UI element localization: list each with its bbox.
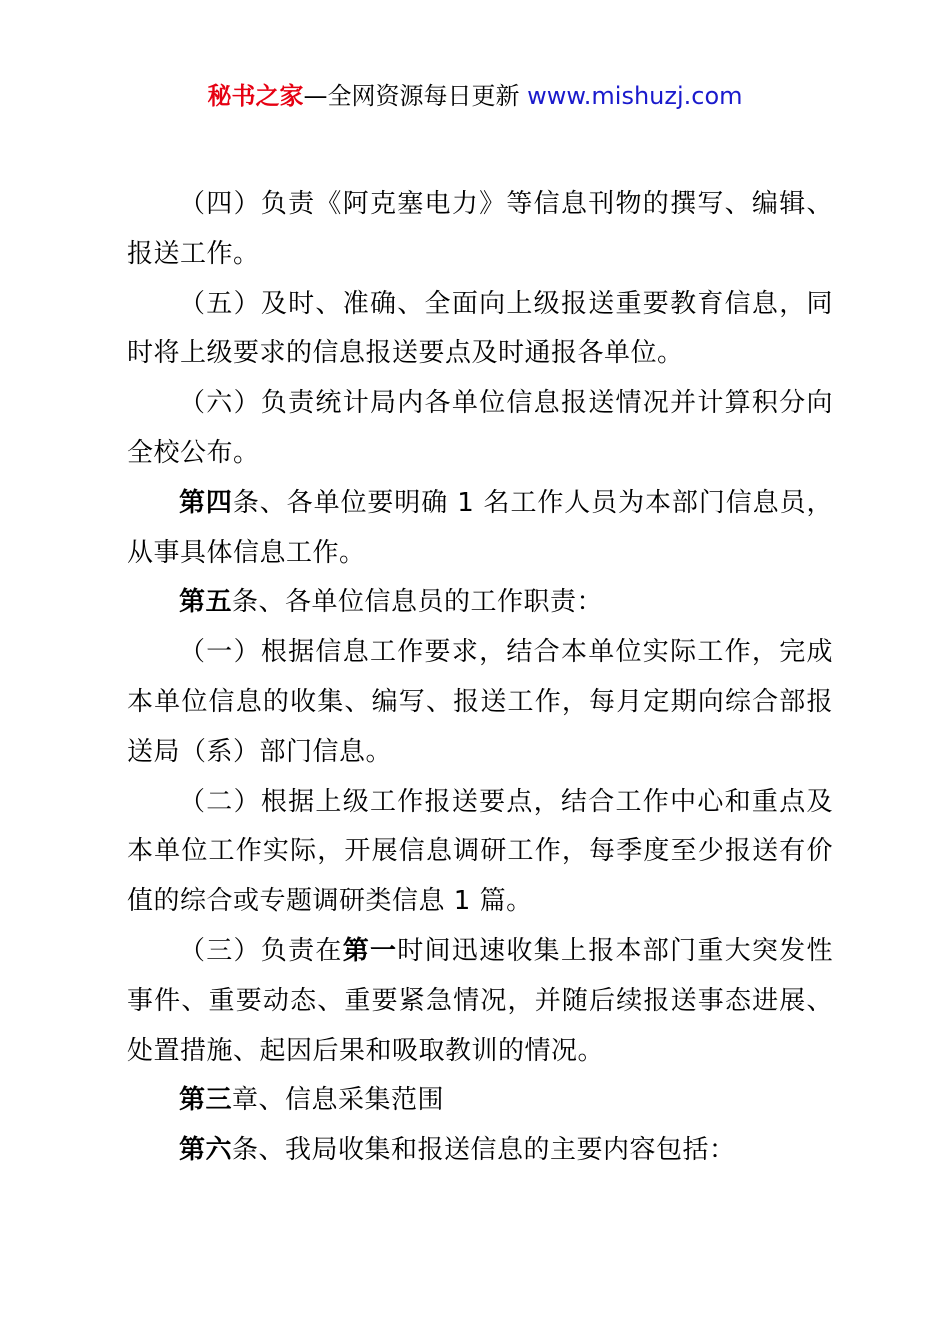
header-tagline: —全网资源每日更新 xyxy=(303,82,520,110)
paragraph-1 xyxy=(127,180,833,280)
paragraph-text: 时间迅速收集上报本部门重大突发性事件、重要动态、重要紧急情况，并随后续报送事态进展、处置措施、起因后果和吸取教训的情况。 xyxy=(127,935,833,1066)
article-5 xyxy=(127,578,833,628)
paragraph-text: （四）负责《阿克塞电力》等信息刊物的撰写、编辑、报送工作。 xyxy=(127,189,833,269)
paragraph-text: 条、各单位要明确 1 名工作人员为本部门信息员，从事具体信息工作。 xyxy=(127,487,833,568)
paragraph-text: （六）负责统计局内各单位信息报送情况并计算积分向全校公布。 xyxy=(127,388,833,468)
paragraph-2 xyxy=(127,280,833,380)
paragraph-text: （一）根据信息工作要求，结合本单位实际工作，完成本单位信息的收集、编写、报送工作，每月定期向综合部报送局（系）部门信息。 xyxy=(127,637,833,767)
article-4 xyxy=(127,479,833,579)
paragraph-text: 条、各单位信息员的工作职责： xyxy=(232,587,604,618)
article-6 xyxy=(127,1126,833,1176)
paragraph-text: （二）根据上级工作报送要点，结合工作中心和重点及本单位工作实际，开展信息调研工作，每季度至少报送有价值的综合或专题调研类信息 1 篇。 xyxy=(127,786,833,917)
paragraph-text: （五）及时、准确、全面向上级报送重要教育信息，同时将上级要求的信息报送要点及时通报各单位。 xyxy=(127,288,833,369)
article-number: 第六 xyxy=(179,1135,233,1166)
site-header xyxy=(0,80,950,112)
paragraph-text: 条、我局收集和报送信息的主要内容包括： xyxy=(232,1135,736,1166)
emphasis-text: 第一 xyxy=(342,935,398,966)
site-url-link[interactable]: www.mishuzj.com xyxy=(527,82,743,110)
chapter-number: 第三 xyxy=(179,1085,233,1116)
paragraph-7 xyxy=(127,778,833,927)
paragraph-6 xyxy=(127,628,833,777)
article-number: 第四 xyxy=(179,487,233,518)
paragraph-3 xyxy=(127,379,833,479)
paragraph-8 xyxy=(127,927,833,1076)
document-body xyxy=(127,180,833,1176)
chapter-title: 章、信息采集范围 xyxy=(232,1085,445,1116)
paragraph-text-before: （三）负责在 xyxy=(179,935,343,966)
brand-name: 秘书之家 xyxy=(207,82,304,110)
article-number: 第五 xyxy=(179,587,233,618)
chapter-3-heading xyxy=(127,1076,833,1126)
